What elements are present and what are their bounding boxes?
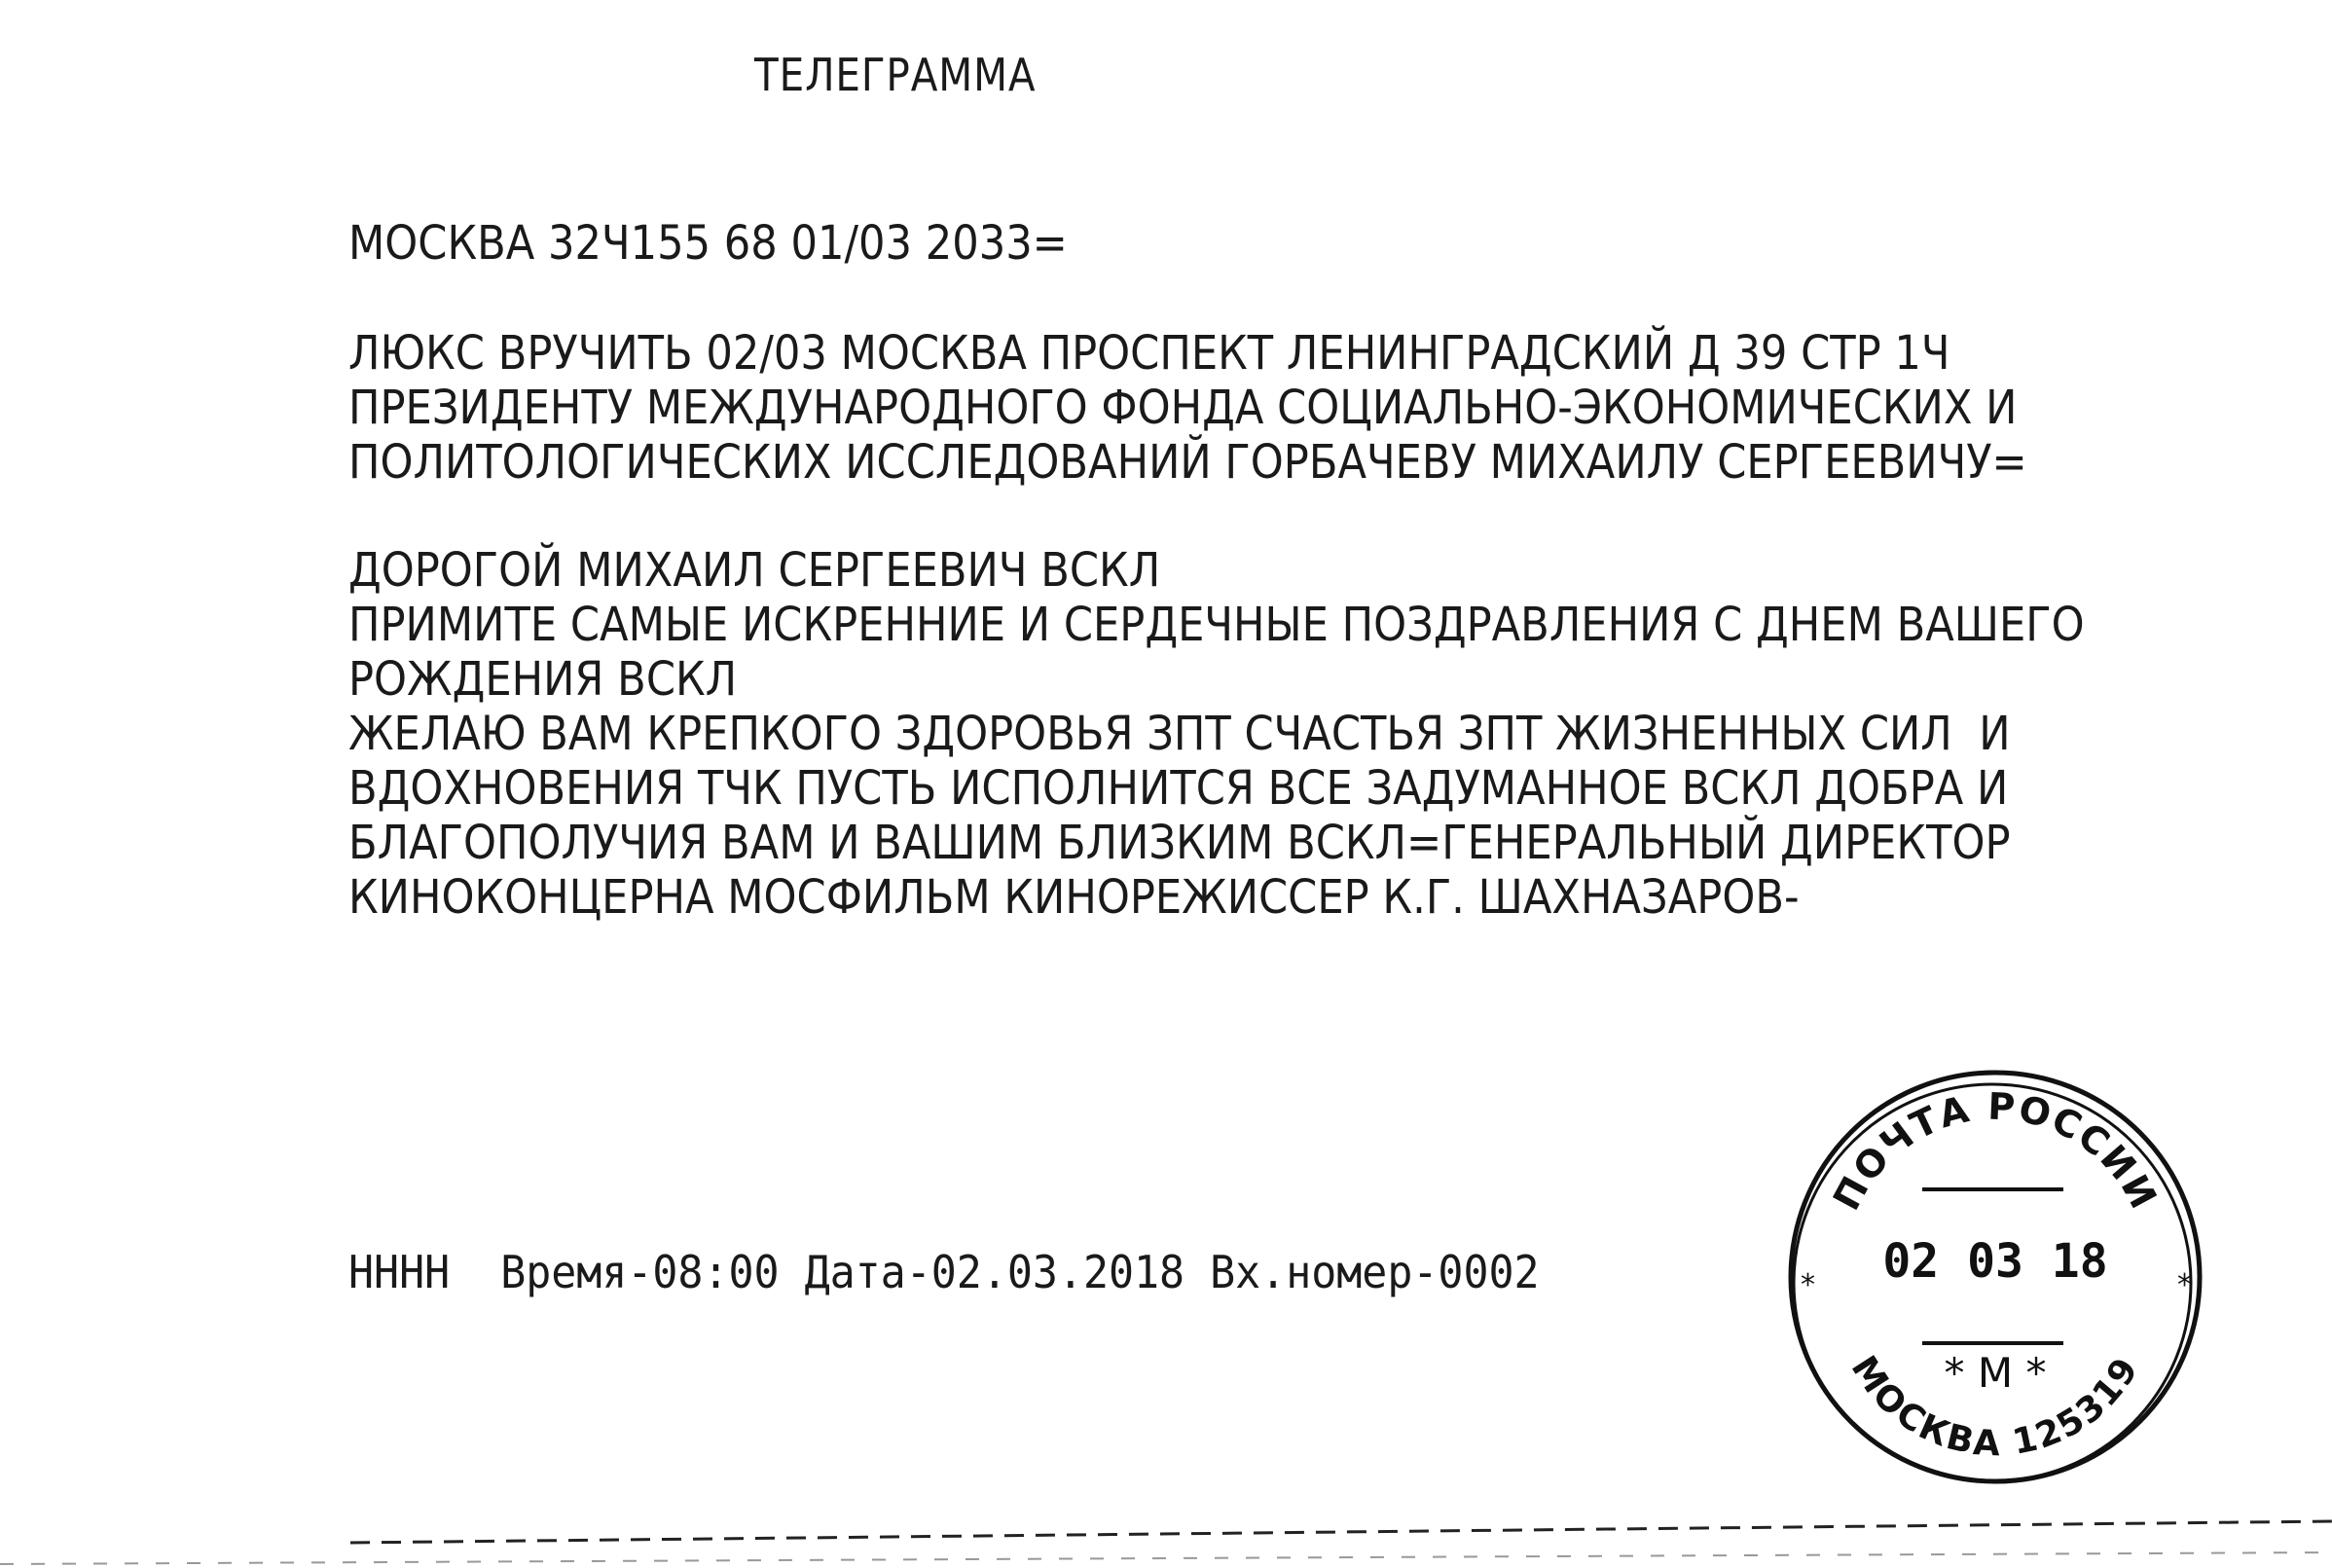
body-line: ДОРОГОЙ МИХАИЛ СЕРГЕЕВИЧ ВСКЛ <box>348 543 1161 598</box>
address-line: ПРЕЗИДЕНТУ МЕЖДУНАРОДНОГО ФОНДА СОЦИАЛЬНО-ЭКОНОМИЧЕСКИХ И <box>348 381 2018 435</box>
svg-text:ПОЧТА РОССИИ <box>1825 1085 2166 1218</box>
stamp-star-right-icon: * <box>2177 1268 2192 1302</box>
telegram-title: ТЕЛЕГРАММА <box>754 49 1037 101</box>
body-line: ЖЕЛАЮ ВАМ КРЕПКОГО ЗДОРОВЬЯ ЗПТ СЧАСТЬЯ ЗПТ ЖИЗНЕННЫХ СИЛ И <box>348 707 2011 761</box>
stamp-top-text: ПОЧТА РОССИИ <box>1824 1084 2167 1218</box>
body-line: РОЖДЕНИЯ ВСКЛ <box>348 652 738 707</box>
body-line: БЛАГОПОЛУЧИЯ ВАМ И ВАШИМ БЛИЗКИМ ВСКЛ=ГЕНЕРАЛЬНЫЙ ДИРЕКТОР <box>348 816 2011 870</box>
postal-stamp <box>1776 1061 2214 1499</box>
body-line: КИНОКОНЦЕРНА МОСФИЛЬМ КИНОРЕЖИССЕР К.Г. ШАХНАЗАРОВ- <box>348 870 1800 925</box>
stamp-bottom-text: МОСКВА 125319 <box>1842 1349 2148 1465</box>
stamp-date: 02 03 18 <box>1882 1234 2108 1289</box>
body-line: ВДОХНОВЕНИЯ ТЧК ПУСТЬ ИСПОЛНИТСЯ ВСЕ ЗАДУМАННОЕ ВСКЛ ДОБРА И <box>348 761 2009 816</box>
telegram-header: МОСКВА 32Ч155 68 01/03 2033= <box>348 216 1068 271</box>
tear-off-line <box>0 1504 2332 1568</box>
body-line: ПРИМИТЕ САМЫЕ ИСКРЕННИЕ И СЕРДЕЧНЫЕ ПОЗДРАВЛЕНИЯ С ДНЕМ ВАШЕГО <box>348 598 2085 652</box>
stamp-mark: * М * <box>1944 1349 2047 1397</box>
address-line: ЛЮКС ВРУЧИТЬ 02/03 МОСКВА ПРОСПЕКТ ЛЕНИНГРАДСКИЙ Д 39 СТР 1Ч <box>348 326 1950 381</box>
stamp-star-left-icon: * <box>1801 1268 1815 1302</box>
address-line: ПОЛИТОЛОГИЧЕСКИХ ИССЛЕДОВАНИЙ ГОРБАЧЕВУ МИХАИЛУ СЕРГЕЕВИЧУ= <box>348 435 2027 490</box>
telegram-footer: НННН Время-08:00 Дата-02.03.2018 Вх.номер-0002 <box>348 1246 1540 1298</box>
